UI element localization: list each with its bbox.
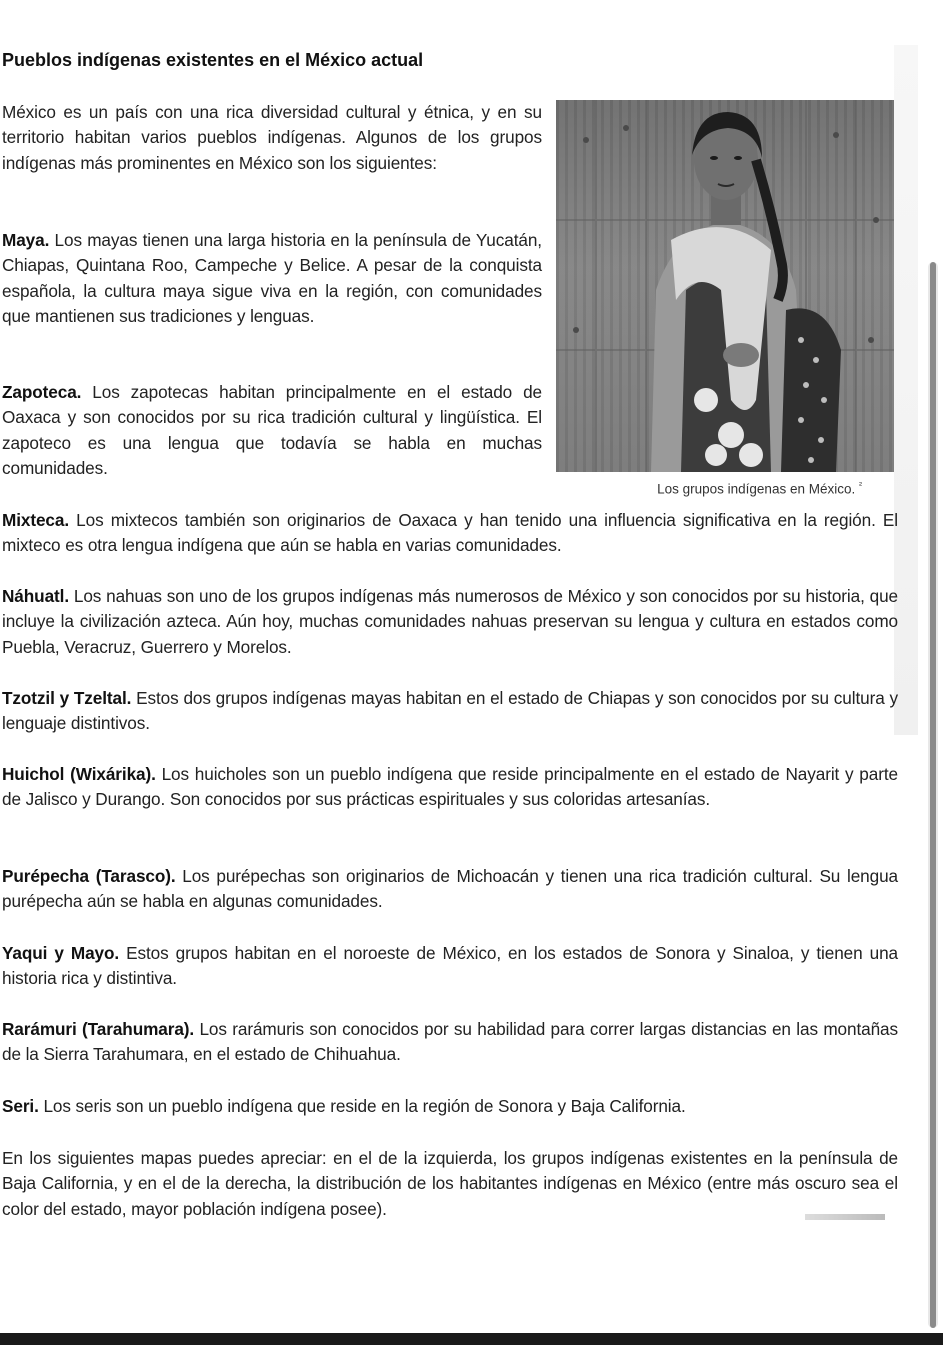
- photo-caption: [556, 480, 862, 497]
- group-paragraph-yaqui-mayo: [2, 941, 898, 992]
- map-top-edge: [805, 1214, 885, 1220]
- group-name: Náhuatl.: [2, 586, 70, 606]
- group-name: Yaqui y Mayo.: [2, 943, 120, 963]
- group-name: Mixteca.: [2, 510, 70, 530]
- intro-paragraph: México es un país con una rica diversidad cultural y étnica, y en su territorio habitan varios pueblos indígenas. Algunos de los grupos indígenas más prominentes en México son los siguientes:: [2, 102, 542, 173]
- group-paragraph-mixteca: [2, 508, 898, 559]
- group-text: Los mixtecos también son originarios de Oaxaca y han tenido una influencia significativa en la región. El mixteco es otra lengua indígena que aún se habla en varias comunidades.: [2, 510, 898, 556]
- scrollbar-thumb[interactable]: [930, 262, 936, 1328]
- group-text: Los purépechas son originarios de Michoacán y tienen una rica tradición cultural. Su lengua purépecha aún se habla en algunas comunidades.: [2, 866, 898, 912]
- footnote-mark: ²: [859, 480, 862, 490]
- photo-indigenous-girl: [556, 100, 894, 472]
- group-text: Los nahuas son uno de los grupos indígenas más numerosos de México y son conocidos por su historia, que incluye la civilización azteca. Aún hoy, muchas comunidades nahuas preservan su lengua y cultura en estados como Puebla, Veracruz, Guerrero y Morelos.: [2, 586, 898, 657]
- bottom-system-bar: [0, 1333, 943, 1345]
- group-name: Maya.: [2, 230, 50, 250]
- group-name: Tzotzil y Tzeltal.: [2, 688, 132, 708]
- group-text: Estos grupos habitan en el noroeste de México, en los estados de Sonora y Sinaloa, y tienen una historia rica y distintiva.: [2, 943, 898, 989]
- group-paragraph-nahuatl: [2, 584, 898, 660]
- group-name: Huichol (Wixárika).: [2, 764, 156, 784]
- group-text: Los rarámuris son conocidos por su habilidad para correr largas distancias en las montañas de la Sierra Tarahumara, en el estado de Chihuahua.: [2, 1019, 898, 1065]
- group-paragraph-seri: [2, 1094, 898, 1119]
- group-name: Zapoteca.: [2, 382, 82, 402]
- group-name: Purépecha (Tarasco).: [2, 866, 176, 886]
- group-paragraph-purepecha: [2, 864, 898, 915]
- group-text: Los seris son un pueblo indígena que reside en la región de Sonora y Baja California.: [38, 1096, 686, 1116]
- group-text: Los zapotecas habitan principalmente en el estado de Oaxaca y son conocidos por su rica tradición cultural y lingüística. El zapoteco es una lengua que todavía se habla en muchas comunidades.: [2, 382, 542, 478]
- group-name: Rarámuri (Tarahumara).: [2, 1019, 195, 1039]
- group-text: Los huicholes son un pueblo indígena que reside principalmente en el estado de Nayarit y parte de Jalisco y Durango. Son conocidos por sus prácticas espirituales y sus coloridas artesanías.: [2, 764, 898, 810]
- group-text: Los mayas tienen una larga historia en la península de Yucatán, Chiapas, Quintana Roo, Campeche y Belice. A pesar de la conquista española, la cultura maya sigue viva en la región, con comunidades que mantienen sus tradiciones y lenguas.: [2, 230, 542, 326]
- group-paragraph-raramuri: [2, 1017, 898, 1068]
- caption-text: Los grupos indígenas en México.: [657, 481, 856, 497]
- photo-illustration: [556, 100, 894, 472]
- group-name: Seri.: [2, 1096, 39, 1116]
- group-paragraph-tzotzil-tzeltal: [2, 686, 898, 737]
- group-paragraph-maya: [2, 228, 542, 329]
- group-paragraph-zapoteca: [2, 380, 542, 481]
- group-paragraph-huichol: [2, 762, 898, 813]
- closing-paragraph: En los siguientes mapas puedes apreciar: en el de la izquierda, los grupos indígenas existentes en la península de Baja California, y en el de la derecha, la distribución de los habitantes indígenas en México (entre más oscuro sea el color del estado, mayor población indígena posee).: [2, 1148, 898, 1219]
- group-text: Estos dos grupos indígenas mayas habitan en el estado de Chiapas y son conocidos por su cultura y lenguaje distintivos.: [2, 688, 899, 734]
- page-title: Pueblos indígenas existentes en el México actual: [2, 50, 424, 70]
